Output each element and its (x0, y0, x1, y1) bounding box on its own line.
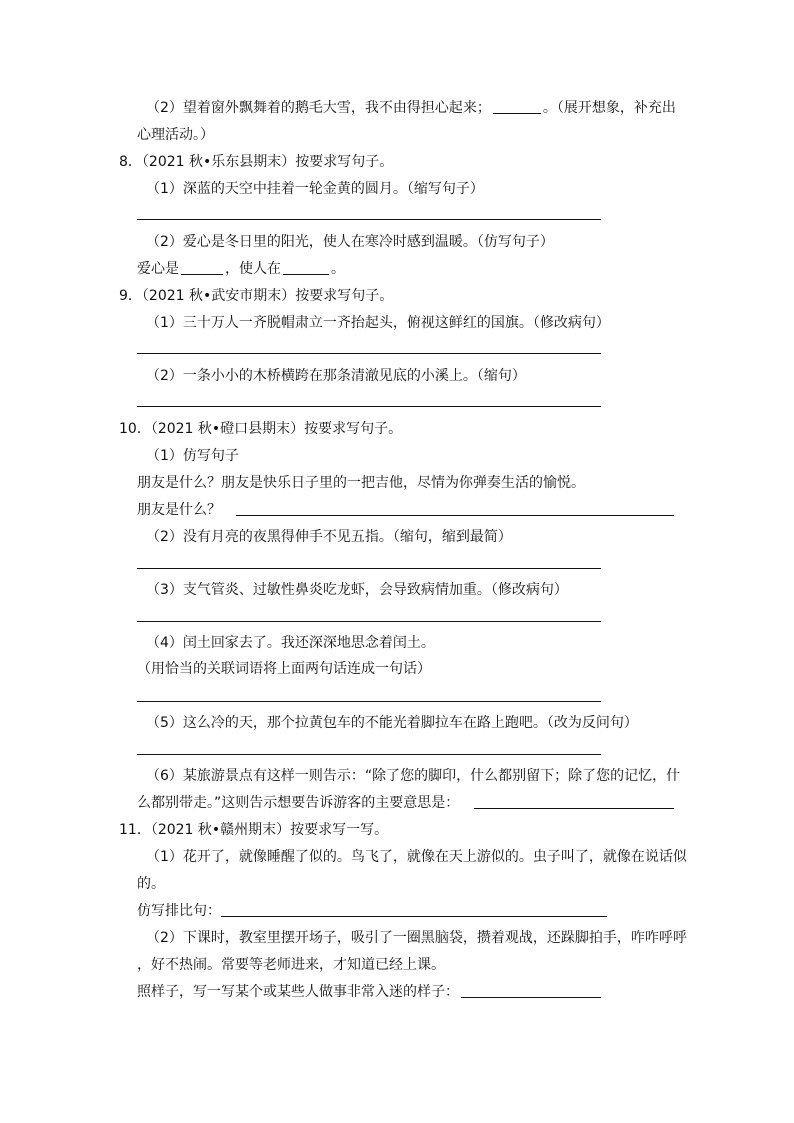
q8-fill-text-c: 。 (331, 261, 345, 277)
q10-item4: （4）闰土回家去了。我还深深地思念着闰土。 (146, 635, 435, 651)
q11-item1-prompt: 仿写排比句： (137, 903, 221, 919)
q10-item6-line1: （6）某旅游景点有这样一则告示：“除了您的脚印，什么都别留下；除了您的记忆，什 (146, 768, 681, 784)
q8-fill-text-b: ，使人在 (225, 261, 281, 277)
q8-item2-fill (137, 260, 345, 278)
q10-item2: （2）没有月亮的夜黑得伸手不见五指。（缩句，缩到最简） (146, 529, 512, 545)
q10-item5: （5）这么冷的天，那个拉黄包车的不能光着脚拉车在路上跑吧。（改为反问句） (146, 715, 638, 731)
q9-item1: （1）三十万人一齐脱帽肃立一齐抬起头，俯视这鲜红的国旗。（修改病句） (146, 315, 610, 331)
q8-fill-text-a: 爱心是 (137, 261, 179, 277)
q9-item2: （2）一条小小的木桥横跨在那条清澈见底的小溪上。（缩句） (146, 368, 526, 384)
q10-item3-answer-line[interactable] (137, 621, 601, 622)
q11-item1-line1: （1）花开了，就像睡醒了似的。鸟飞了，就像在天上游似的。虫子叫了，就像在说话似 (146, 849, 687, 865)
q10-item1-answer-line[interactable] (236, 515, 674, 516)
q9-item1-answer-line[interactable] (137, 353, 601, 354)
q8-item1: （1）深蓝的天空中挂着一轮金黄的圆月。（缩写句子） (146, 181, 484, 197)
q10-item4-note: （用恰当的关联词语将上面两句话连成一句话） (137, 661, 431, 677)
q8-fill-blank-1[interactable] (181, 260, 223, 275)
q7-item2-text-b: 。（展开想象，补充出 (542, 100, 676, 116)
q10-item1-example: 朋友是什么？朋友是快乐日子里的一把吉他，尽情为你弹奏生活的愉悦。 (137, 475, 585, 491)
q9-title: 9．（2021 秋•武安市期末）按要求写句子。 (119, 288, 394, 304)
q8-title: 8．（2021 秋•乐东县期末）按要求写句子。 (119, 154, 394, 170)
q10-item1: （1）仿写句子 (146, 448, 239, 464)
q11-title: 11．（2021 秋•赣州期末）按要求写一写。 (119, 822, 389, 838)
q10-item3: （3）支气管炎、过敏性鼻炎吃龙虾，会导致病情加重。（修改病句） (146, 582, 568, 598)
q11-item2-line1: （2）下课时，教室里摆开场子，吸引了一圈黑脑袋，攒着观战，还跺脚拍手，咋咋呼呼 (146, 930, 687, 946)
q10-item5-answer-line[interactable] (137, 754, 601, 755)
q7-item2-line2: 心理活动。） (137, 127, 214, 143)
q11-item2-answer-line[interactable] (461, 997, 601, 998)
q10-item6-answer-line[interactable] (474, 808, 674, 809)
q8-fill-blank-2[interactable] (283, 260, 329, 275)
q10-item4-answer-line[interactable] (137, 701, 601, 702)
q8-item2: （2）爱心是冬日里的阳光，使人在寒冷时感到温暖。（仿写句子） (146, 234, 554, 250)
q10-title: 10．（2021 秋•磴口县期末）按要求写句子。 (119, 421, 403, 437)
q8-item1-answer-line[interactable] (137, 219, 601, 220)
q10-item6-line2: 么都别带走。”这则告示想要告诉游客的主要意思是： (137, 795, 460, 811)
q11-item1-answer-line[interactable] (221, 916, 607, 917)
q11-item2-prompt: 照样子，写一写某个或某些人做事非常入迷的样子： (137, 984, 459, 1000)
q11-item1-line2: 的。 (137, 876, 165, 892)
q9-item2-answer-line[interactable] (137, 406, 601, 407)
q7-item2-text-a: （2）望着窗外飘舞着的鹅毛大雪，我不由得担心起来； (146, 100, 491, 116)
q10-item1-prompt: 朋友是什么？ (137, 502, 221, 518)
q11-item2-line2: ，好不热闹。常要等老师进来，才知道已经上课。 (137, 957, 445, 973)
q7-item2-blank[interactable] (493, 99, 541, 114)
q10-item2-answer-line[interactable] (137, 568, 601, 569)
q7-item2-line1 (146, 99, 676, 117)
